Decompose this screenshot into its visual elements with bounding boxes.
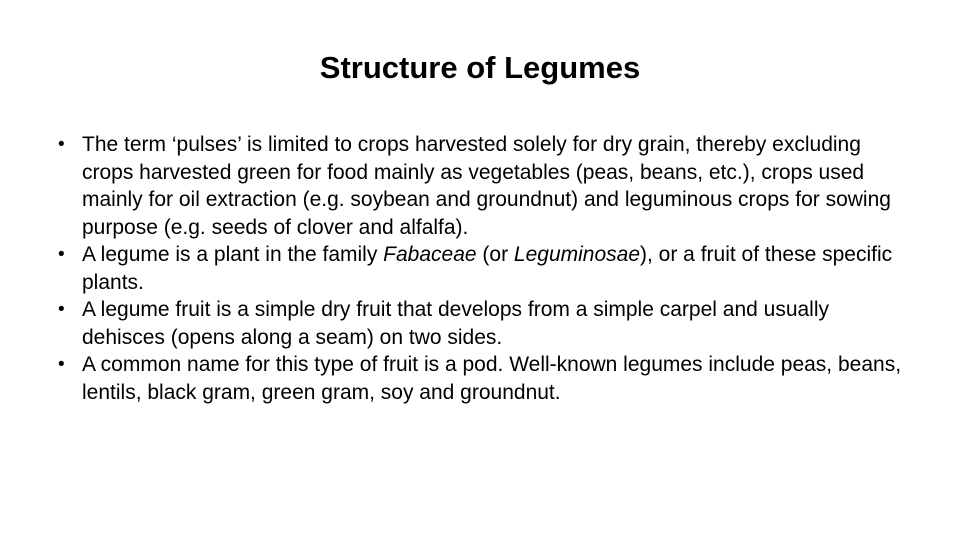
text-segment: (or [476, 243, 514, 266]
bullet-item [58, 131, 908, 241]
text-segment: ), or a fruit of these specific plants. [82, 243, 893, 294]
bullet-text [82, 298, 829, 349]
bullet-icon: • [58, 244, 65, 265]
text-segment: The term ‘pulses’ is limited to crops harvested solely for dry grain, thereby excluding crops harvested green for food mainly as vegetables (peas, beans, etc.), crops used mainly for oil extraction (e.g. soybean and groundnut) and leguminous crops for sowing purpose (e.g. seeds of clover and alfalfa). [82, 133, 891, 239]
bullet-icon: • [58, 134, 65, 155]
bullet-item [58, 241, 908, 296]
bullet-icon: • [58, 299, 65, 320]
slide-title: Structure of Legumes [319, 50, 641, 85]
bullet-icon: • [58, 354, 65, 375]
bullet-text [82, 353, 901, 404]
text-segment: A legume fruit is a simple dry fruit that develops from a simple carpel and usually dehisces (opens along a seam) on two sides. [82, 298, 830, 349]
bullet-text [82, 133, 891, 239]
text-segment: A legume is a plant in the family [82, 243, 384, 266]
italic-term: Leguminosae [513, 243, 641, 266]
bullet-list [58, 131, 908, 406]
bullet-item [58, 351, 908, 406]
bullet-text [82, 243, 892, 294]
italic-term: Fabaceae [383, 243, 477, 266]
bullet-item [58, 296, 908, 351]
text-segment: A common name for this type of fruit is a pod. Well-known legumes include peas, beans, lentils, black gram, green gram, soy and groundnut. [82, 353, 902, 404]
